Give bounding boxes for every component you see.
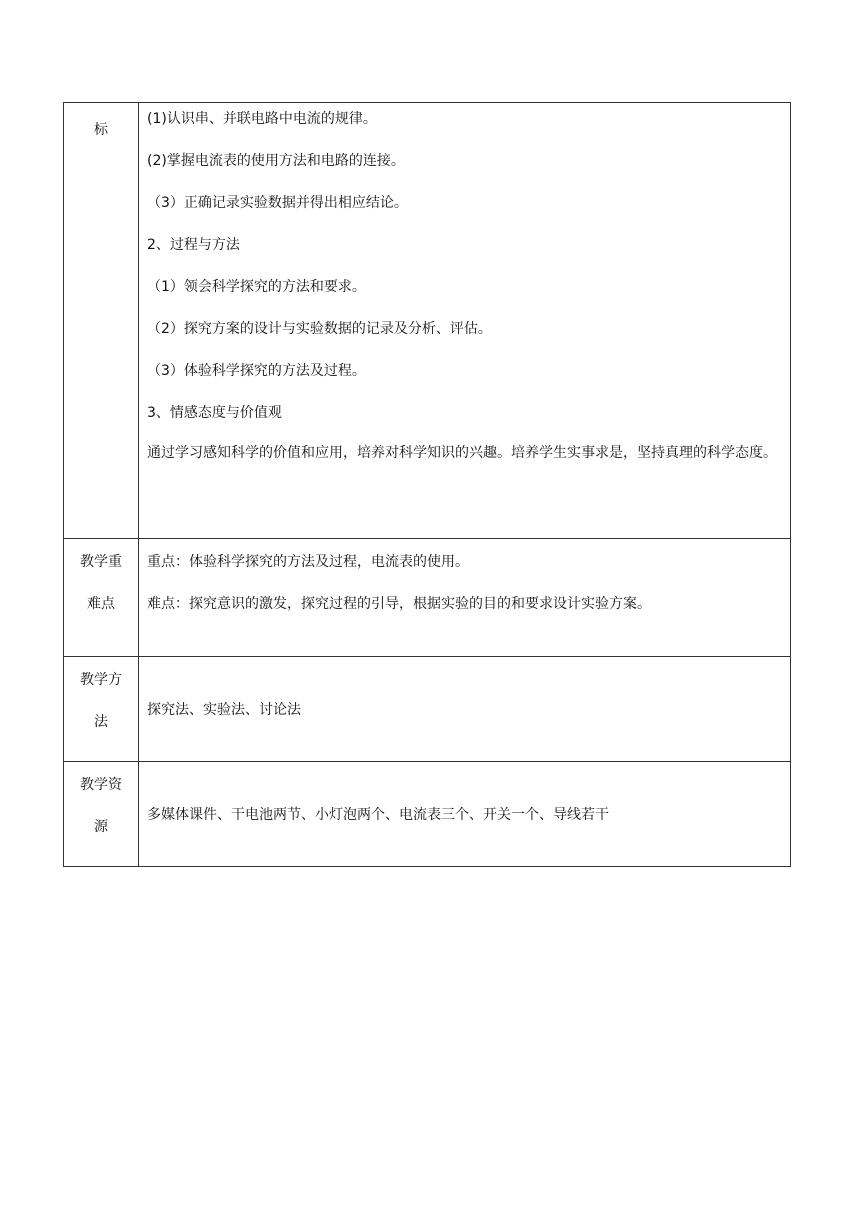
key-points-content-cell bbox=[139, 539, 791, 657]
objectives-content-cell bbox=[139, 103, 791, 539]
objectives-label: 标 bbox=[94, 122, 108, 138]
objective-item: （1）领会科学探究的方法和要求。 bbox=[147, 279, 366, 295]
key-points-label-cell bbox=[64, 539, 139, 657]
objective-item: （3）正确记录实验数据并得出相应结论。 bbox=[147, 195, 408, 211]
methods-label-cell bbox=[64, 657, 139, 762]
methods-row bbox=[64, 657, 791, 762]
resources-row bbox=[64, 762, 791, 867]
objective-item: （3）体验科学探究的方法及过程。 bbox=[147, 363, 366, 379]
resources-label-line: 源 bbox=[94, 819, 108, 835]
objectives-row bbox=[64, 103, 791, 539]
methods-label-line: 教学方 bbox=[80, 672, 122, 688]
methods-label-line: 法 bbox=[94, 714, 108, 730]
objective-item: （2）探究方案的设计与实验数据的记录及分析、评估。 bbox=[147, 321, 492, 337]
objective-section-heading: 3、情感态度与价值观 bbox=[147, 405, 282, 421]
methods-text: 探究法、实验法、讨论法 bbox=[147, 702, 301, 718]
key-points-row bbox=[64, 539, 791, 657]
objective-item: (1)认识串、并联电路中电流的规律。 bbox=[147, 111, 377, 127]
key-points-label-line: 难点 bbox=[87, 596, 115, 612]
resources-content-cell bbox=[139, 762, 791, 867]
resources-text: 多媒体课件、干电池两节、小灯泡两个、电流表三个、开关一个、导线若干 bbox=[147, 807, 609, 823]
lesson-plan-table bbox=[63, 102, 791, 867]
difficulty-text: 难点：探究意识的激发，探究过程的引导，根据实验的目的和要求设计实验方案。 bbox=[147, 596, 651, 612]
objective-section-heading: 2、过程与方法 bbox=[147, 237, 240, 253]
resources-label-cell bbox=[64, 762, 139, 867]
key-points-label-line: 教学重 bbox=[80, 554, 122, 570]
objectives-label-cell bbox=[64, 103, 139, 539]
methods-content-cell bbox=[139, 657, 791, 762]
objective-paragraph: 通过学习感知科学的价值和应用，培养对科学知识的兴趣。培养学生实事求是，坚持真理的科学态度。 bbox=[147, 445, 777, 461]
objective-item: (2)掌握电流表的使用方法和电路的连接。 bbox=[147, 153, 405, 169]
focus-text: 重点：体验科学探究的方法及过程，电流表的使用。 bbox=[147, 554, 469, 570]
resources-label-line: 教学资 bbox=[80, 777, 122, 793]
